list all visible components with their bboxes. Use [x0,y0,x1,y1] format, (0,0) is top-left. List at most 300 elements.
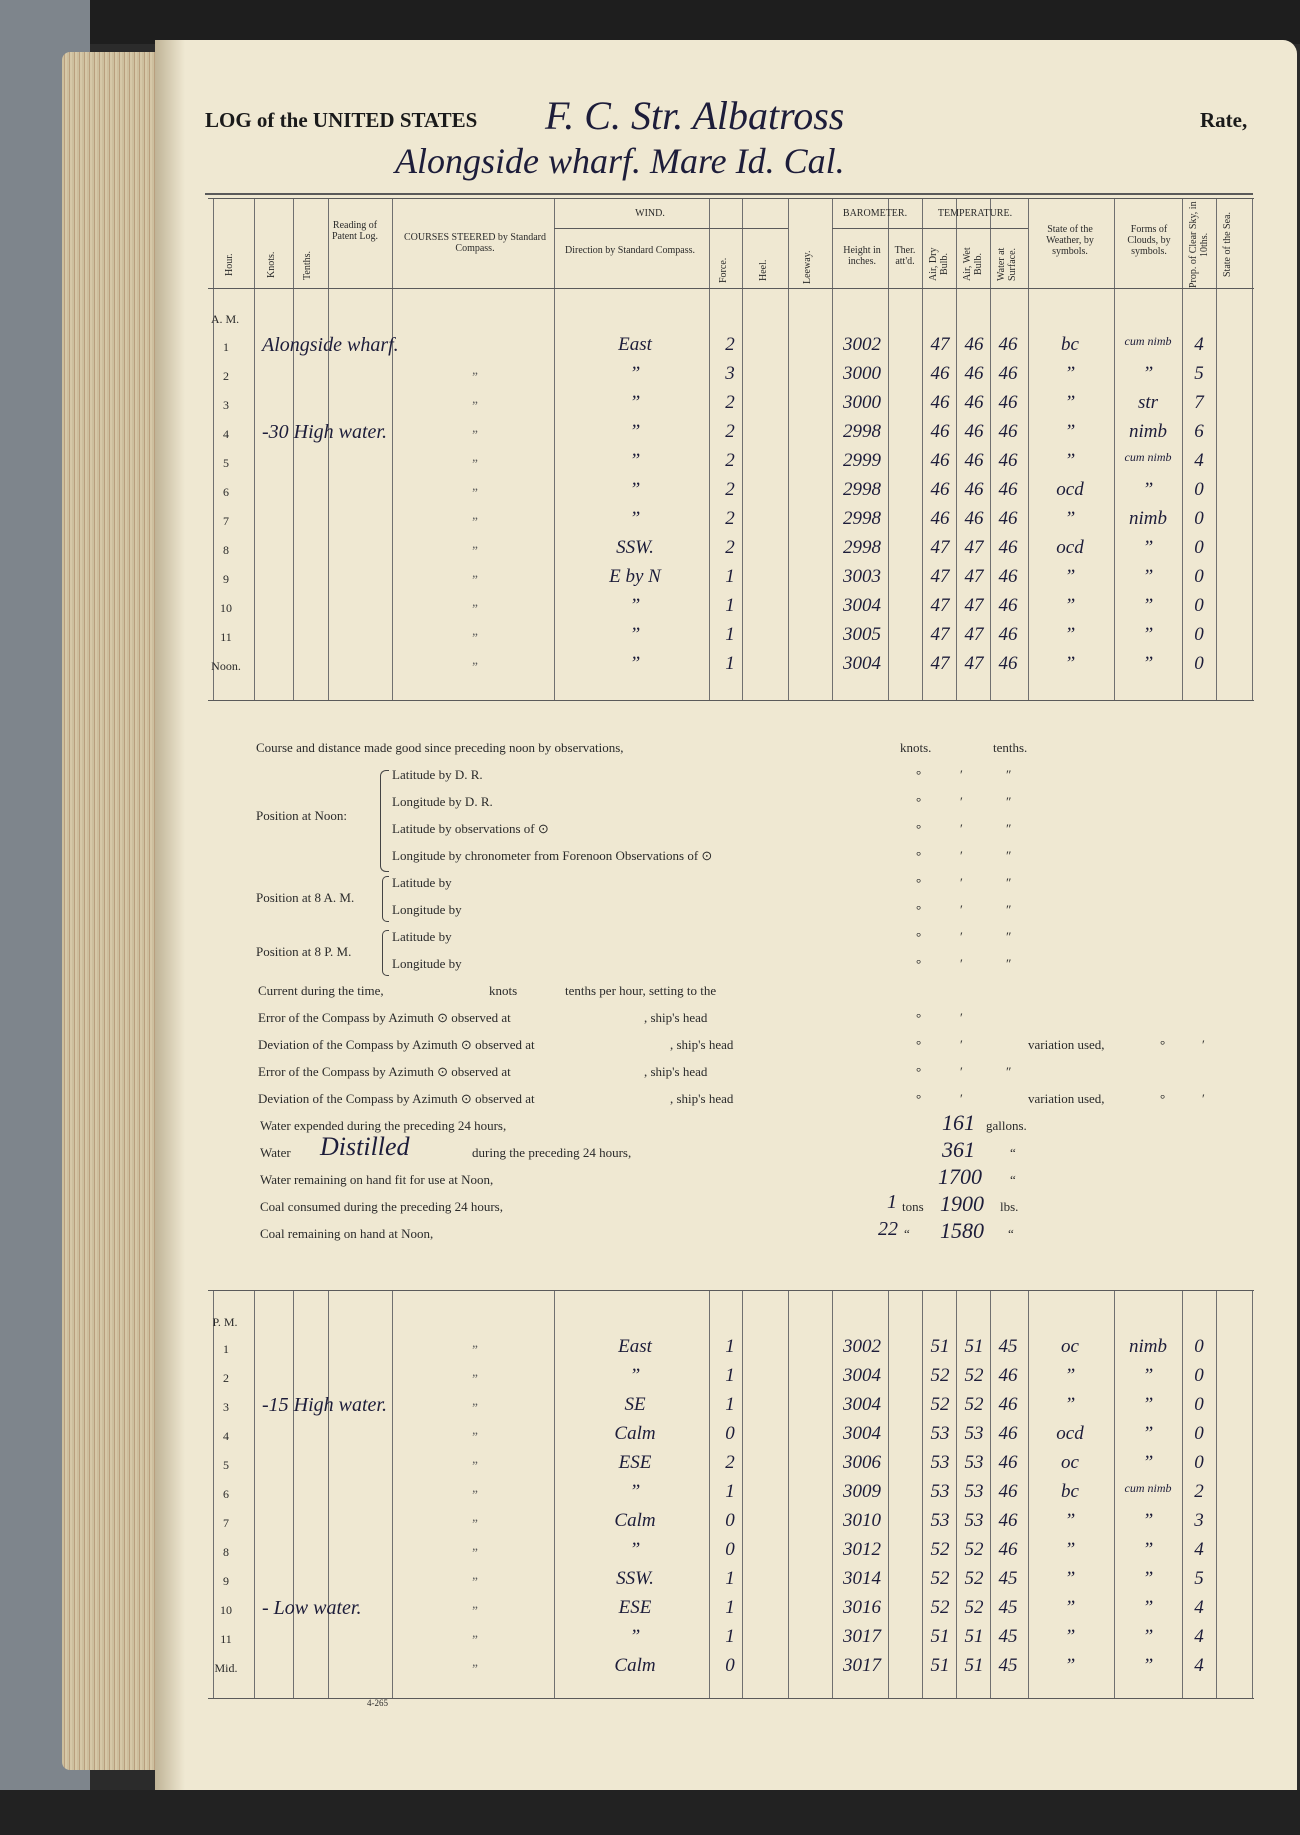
dms-min-mark: ′ [960,956,963,971]
pm-weather-cell: oc [1061,1452,1079,1473]
pm-clear-cell: 5 [1194,1568,1204,1589]
am-hour-label: 9 [223,572,229,586]
am-weather-cell: ocd [1056,479,1084,500]
pm-dir-cell: ESE [618,1597,652,1618]
pm-clear-cell: 2 [1194,1481,1204,1502]
am-surf-cell: 46 [998,334,1018,355]
pm-weather-cell: bc [1061,1481,1079,1502]
pm-clear-cell: 3 [1194,1510,1204,1531]
am-force-cell: 1 [725,595,735,616]
pm-clear-cell: 4 [1194,1626,1204,1647]
grid-column-line [1028,1290,1029,1698]
dms-sec-mark: ″ [1006,821,1012,836]
am-dry-cell: 47 [930,595,950,616]
col-barometer-header: BAROMETER. [842,208,908,219]
pm-clouds-cell: ” [1142,1626,1154,1647]
am-baro-cell: 3004 [843,653,881,674]
current-knots-label: knots [489,983,518,998]
am-clouds-cell: ” [1142,566,1154,587]
am-clouds-cell: nimb [1129,508,1167,529]
am-wet-cell: 47 [964,624,984,645]
water-remaining-value: 1700 [938,1164,982,1189]
pm-surf-cell: 46 [998,1539,1018,1560]
pm-dry-cell: 53 [930,1423,950,1444]
dms-min-mark: ′ [960,821,963,836]
dms-min-mark: ′ [960,1091,963,1106]
pm-hour-label: 4 [223,1429,229,1443]
am-dry-cell: 46 [930,450,950,471]
position-noon-label: Position at Noon: [256,808,348,823]
am-dir-cell: SSW. [616,537,654,558]
am-clouds-cell: nimb [1129,421,1167,442]
pm-hour-label: 5 [223,1458,229,1472]
am-surf-cell: 46 [998,421,1018,442]
am-wet-cell: 46 [964,363,984,384]
pm-force-cell: 1 [725,1568,735,1589]
am-weather-cell: bc [1061,334,1079,355]
am-wet-cell: 47 [964,537,984,558]
coal-remaining-lbs-value: 1580 [940,1218,984,1243]
am-dir-cell: ” [629,421,641,442]
col-force-header: Force. [718,257,729,283]
water-distilled-label: Water [260,1145,291,1160]
am-baro-cell: 3000 [843,363,881,384]
pm-baro-cell: 3014 [843,1568,881,1589]
am-dir-cell: ” [629,479,641,500]
grid-column-line [1252,1290,1253,1698]
pm-hour-label: 6 [223,1487,229,1501]
form-number: 4-265 [367,1698,388,1708]
am-course-cell: ” [472,427,478,442]
pm-clouds-cell: cum nimb [1124,1481,1172,1495]
col-ther-header: Ther. att'd. [894,245,916,267]
pm-dir-cell: ” [629,1481,641,1502]
pm-force-cell: 0 [725,1423,735,1444]
pm-wet-cell: 52 [964,1597,984,1618]
grid-column-line [392,1290,393,1698]
knots-label: knots. [900,740,932,755]
dms-min-mark: ′ [960,794,963,809]
pm-force-cell: 0 [725,1510,735,1531]
pm-clouds-cell: ” [1142,1423,1154,1444]
pm-weather-cell: ” [1064,1365,1076,1386]
water-distilled-rest: during the preceding 24 hours, [472,1145,632,1160]
pm-hour-label: 7 [223,1516,229,1530]
grid-column-line [293,198,294,700]
current-line: Current during the time, [258,983,384,998]
am-dry-cell: 47 [930,537,950,558]
grid-column-line [1216,1290,1217,1698]
pm-baro-cell: 3017 [843,1655,881,1676]
pm-baro-cell: 3009 [843,1481,881,1502]
dms-deg-mark: ° [916,821,922,836]
pm-course-cell: ” [472,1574,478,1589]
pm-force-cell: 1 [725,1597,735,1618]
pm-dry-cell: 52 [930,1539,950,1560]
col-clear-sky-header: Prop. of Clear Sky, in 10ths. [1188,201,1210,289]
water-expended-value: 161 [942,1110,975,1135]
am-baro-cell: 3002 [843,334,881,355]
pm-wet-cell: 51 [964,1655,984,1676]
am-course-cell: ” [472,659,478,674]
col-weather-header: State of the Weather, by symbols. [1046,224,1094,257]
pm-surf-cell: 45 [998,1597,1018,1618]
grid-column-line [213,198,214,700]
am-clear-cell: 6 [1194,421,1204,442]
am-clear-cell: 0 [1194,508,1204,529]
col-clouds-header: Forms of Clouds, by symbols. [1127,224,1171,257]
am-baro-cell: 3004 [843,595,881,616]
dms-deg-mark: ° [916,929,922,944]
vessel-name: F. C. Str. Albatross [545,93,845,138]
rate-label: Rate, [1200,108,1248,132]
am-force-cell: 1 [725,624,735,645]
grid-column-line [788,1290,789,1698]
pm-force-cell: 1 [725,1481,735,1502]
location-line: Alongside wharf. Mare Id. Cal. [395,141,845,181]
am-dir-cell: ” [629,595,641,616]
am-dry-cell: 47 [930,624,950,645]
pm-force-cell: 1 [725,1336,735,1357]
pm-clouds-cell: ” [1142,1568,1154,1589]
pm-baro-cell: 3016 [843,1597,881,1618]
dms-sec-mark: ″ [1006,956,1012,971]
coal-remaining-label: Coal remaining on hand at Noon, [260,1226,434,1241]
grid-column-line [1114,1290,1115,1698]
pm-baro-cell: 3010 [843,1510,881,1531]
pm-hour-label: 2 [223,1371,229,1385]
am-clear-cell: 0 [1194,624,1204,645]
pm-wet-cell: 52 [964,1365,984,1386]
pm-surf-cell: 45 [998,1626,1018,1647]
am-hour-label: 5 [223,456,229,470]
pm-clouds-cell: nimb [1129,1336,1167,1357]
pm-baro-cell: 3002 [843,1336,881,1357]
am-surf-cell: 46 [998,392,1018,413]
pm-dir-cell: ” [629,1626,641,1647]
am-hour-label: 7 [223,514,229,528]
am-course-cell: ” [472,369,478,384]
pm-baro-cell: 3004 [843,1423,881,1444]
dms-deg-mark: ° [916,956,922,971]
pm-dry-cell: 51 [930,1626,950,1647]
pm-surf-cell: 45 [998,1336,1018,1357]
col-air-dry-header: Air, Dry Bulb. [928,247,950,281]
pm-clouds-cell: ” [1142,1539,1154,1560]
am-surf-cell: 46 [998,508,1018,529]
am-wet-cell: 46 [964,421,984,442]
noon-brace [380,770,389,872]
pm-dir-cell: SE [624,1394,646,1415]
am-hour-label: 10 [220,601,232,615]
am-course-cell: ” [472,485,478,500]
deviation-compass-1: Deviation of the Compass by Azimuth ⊙ observed at [258,1037,535,1052]
error-compass-1: Error of the Compass by Azimuth ⊙ observed at [258,1010,511,1025]
am-baro-cell: 3005 [843,624,881,645]
pm-weather-cell: ” [1064,1568,1076,1589]
dms-sec-mark: ″ [1006,1064,1012,1079]
header-divider [832,228,1028,229]
variation-min-mark: ′ [1202,1091,1205,1106]
am-baro-cell: 2998 [843,508,881,529]
8am-brace [382,876,389,922]
col-temperature-header: TEMPERATURE. [937,208,1013,219]
book-page-edges [62,52,170,1770]
col-leeway-header: Leeway. [802,250,813,284]
am-wet-cell: 47 [964,653,984,674]
am-weather-cell: ” [1064,363,1076,384]
am-dry-cell: 46 [930,508,950,529]
am-wet-cell: 46 [964,479,984,500]
am-force-cell: 2 [725,537,735,558]
dms-sec-mark: ″ [1006,767,1012,782]
pm-wet-cell: 52 [964,1568,984,1589]
am-dry-cell: 47 [930,334,950,355]
water-distilled-value: 361 [942,1137,975,1162]
am-weather-cell: ” [1064,595,1076,616]
pm-dry-cell: 51 [930,1655,950,1676]
dms-deg-mark: ° [916,1064,922,1079]
am-clear-cell: 0 [1194,537,1204,558]
pm-hour-label: 8 [223,1545,229,1559]
col-courses-header: COURSES STEERED by Standard Compass. [404,232,546,254]
coal-consumed-tons-value: 1 [887,1191,897,1213]
am-baro-cell: 3000 [843,392,881,413]
dms-deg-mark: ° [916,1010,922,1025]
am-force-cell: 2 [725,479,735,500]
dms-deg-mark: ° [916,848,922,863]
pm-surf-cell: 46 [998,1510,1018,1531]
am-weather-cell: ” [1064,421,1076,442]
dms-min-mark: ′ [960,767,963,782]
pm-clear-cell: 4 [1194,1655,1204,1676]
pm-clear-cell: 0 [1194,1452,1204,1473]
dms-sec-mark: ″ [1006,794,1012,809]
pm-course-cell: ” [472,1458,478,1473]
pm-clear-cell: 0 [1194,1423,1204,1444]
am-baro-cell: 3003 [843,566,881,587]
pm-dir-cell: Calm [614,1655,656,1676]
pm-wet-cell: 52 [964,1394,984,1415]
dms-min-mark: ′ [960,848,963,863]
am-hour-label: 2 [223,369,229,383]
pm-force-cell: 1 [725,1365,735,1386]
pm-dry-cell: 53 [930,1481,950,1502]
page-gutter-shadow [155,40,185,1792]
am-clear-cell: 5 [1194,363,1204,384]
am-clouds-cell: cum nimb [1124,450,1172,464]
pm-surf-cell: 46 [998,1423,1018,1444]
dms-min-mark: ′ [960,902,963,917]
pm-label: P. M. [212,1315,238,1329]
pm-wet-cell: 51 [964,1626,984,1647]
pm-weather-cell: ” [1064,1539,1076,1560]
variation-deg-mark: ° [1160,1037,1166,1052]
coal-remaining-tons-value: 22 [878,1218,898,1240]
grid-column-line [1114,198,1115,700]
am-course-cell: ” [472,601,478,616]
am-clear-cell: 4 [1194,334,1204,355]
dms-deg-mark: ° [916,1091,922,1106]
am-hour-label: 4 [223,427,229,441]
am-weather-cell: ” [1064,624,1076,645]
am-force-cell: 1 [725,566,735,587]
pm-course-cell: ” [472,1516,478,1531]
pm-weather-cell: ” [1064,1655,1076,1676]
am-wet-cell: 46 [964,334,984,355]
am-hour-label: 3 [223,398,229,412]
pm-force-cell: 0 [725,1655,735,1676]
am-force-cell: 2 [725,450,735,471]
am-force-cell: 1 [725,653,735,674]
pm-clouds-cell: ” [1142,1510,1154,1531]
pm-hour-label: Mid. [214,1661,238,1675]
pm-wet-cell: 53 [964,1423,984,1444]
pm-clouds-cell: ” [1142,1394,1154,1415]
pm-hour-label: 1 [223,1342,229,1356]
pm-wet-cell: 53 [964,1481,984,1502]
dms-deg-mark: ° [916,767,922,782]
am-wet-cell: 46 [964,392,984,413]
dms-sec-mark: ″ [1006,902,1012,917]
am-weather-cell: ” [1064,653,1076,674]
pm-force-cell: 2 [725,1452,735,1473]
am-surf-cell: 46 [998,479,1018,500]
grid-bottom-line [208,1698,1254,1699]
pm-baro-cell: 3006 [843,1452,881,1473]
col-wind-header: WIND. [635,208,665,219]
pm-clear-cell: 0 [1194,1394,1204,1415]
grid-column-line [328,198,329,700]
pm-clear-cell: 4 [1194,1597,1204,1618]
scan-top-border [0,0,1300,44]
course-distance-line: Course and distance made good since preceding noon by observations, [256,740,624,755]
am-wet-cell: 46 [964,450,984,471]
header-rule [205,193,1253,195]
dms-min-mark: ′ [960,1037,963,1052]
am-clear-cell: 4 [1194,450,1204,471]
pm-weather-cell: ” [1064,1394,1076,1415]
pm-weather-cell: ” [1064,1626,1076,1647]
pm-force-cell: 1 [725,1394,735,1415]
dms-deg-mark: ° [916,875,922,890]
am-course-cell: ” [472,398,478,413]
grid-top-line [208,1290,1254,1291]
am-dry-cell: 47 [930,566,950,587]
lat-8pm: Latitude by [392,929,452,944]
ships-head-1: , ship's head [644,1010,708,1025]
pm-surf-cell: 46 [998,1394,1018,1415]
pm-hour-label: 3 [223,1400,229,1414]
ditto-1: “ [1010,1145,1016,1160]
water-remaining-label: Water remaining on hand fit for use at Noon, [260,1172,494,1187]
pm-dry-cell: 53 [930,1510,950,1531]
pm-course-cell: ” [472,1632,478,1647]
pm-course-cell: ” [472,1603,478,1618]
pm-force-cell: 0 [725,1539,735,1560]
pm-dir-cell: ESE [618,1452,652,1473]
grid-column-line [1252,198,1253,700]
pm-hour-label: 11 [220,1632,232,1646]
pm-force-cell: 1 [725,1626,735,1647]
am-course-cell: ” [472,630,478,645]
col-water-surface-header: Water at Surface. [996,247,1018,281]
lon-dr: Longitude by D. R. [392,794,493,809]
pm-weather-cell: ” [1064,1597,1076,1618]
am-clouds-cell: ” [1142,653,1154,674]
pm-baro-cell: 3017 [843,1626,881,1647]
pm-clear-cell: 0 [1194,1336,1204,1357]
am-hour-label: 6 [223,485,229,499]
pm-surf-cell: 46 [998,1481,1018,1502]
am-course-cell: ” [472,514,478,529]
pm-course-cell: ” [472,1661,478,1676]
am-dir-cell: ” [629,624,641,645]
am-baro-cell: 2998 [843,537,881,558]
pm-dry-cell: 51 [930,1336,950,1357]
pm-clouds-cell: ” [1142,1452,1154,1473]
tons-label: tons [902,1199,924,1214]
am-dry-cell: 46 [930,479,950,500]
lat-obs: Latitude by observations of ⊙ [392,821,549,836]
ditto-4: “ [1008,1226,1014,1241]
am-dir-cell: ” [629,653,641,674]
am-surf-cell: 46 [998,537,1018,558]
dms-sec-mark: ″ [1006,875,1012,890]
pm-course-cell: ” [472,1342,478,1357]
pm-baro-cell: 3012 [843,1539,881,1560]
grid-column-line [1028,198,1029,700]
position-8pm-label: Position at 8 P. M. [256,944,352,959]
pm-surf-cell: 45 [998,1655,1018,1676]
variation-used-1: variation used, [1028,1037,1105,1052]
am-clear-cell: 0 [1194,566,1204,587]
gallons-label: gallons. [986,1118,1027,1133]
am-force-cell: 2 [725,508,735,529]
lat-8am: Latitude by [392,875,452,890]
col-height-header: Height in inches. [843,245,881,267]
am-weather-cell: ” [1064,566,1076,587]
tenths-label: tenths. [993,740,1028,755]
coal-consumed-label: Coal consumed during the preceding 24 hours, [260,1199,503,1214]
am-wet-cell: 47 [964,566,984,587]
scan-bottom-border [0,1790,1300,1835]
am-clear-cell: 7 [1194,392,1204,413]
dms-deg-mark: ° [916,794,922,809]
pm-baro-cell: 3004 [843,1365,881,1386]
coal-consumed-lbs-value: 1900 [940,1191,984,1216]
am-dir-cell: East [618,334,652,355]
pm-wet-cell: 53 [964,1510,984,1531]
am-surf-cell: 46 [998,595,1018,616]
am-dir-cell: ” [629,363,641,384]
variation-deg-mark: ° [1160,1091,1166,1106]
col-sea-header: State of the Sea. [1222,212,1233,278]
dms-min-mark: ′ [960,875,963,890]
am-clear-cell: 0 [1194,653,1204,674]
am-clouds-cell: ” [1142,624,1154,645]
pm-dir-cell: East [618,1336,652,1357]
am-surf-cell: 46 [998,653,1018,674]
pm-weather-cell: ” [1064,1510,1076,1531]
pm-dry-cell: 52 [930,1365,950,1386]
am-note-cell: Alongside wharf. [262,334,399,356]
am-dir-cell: ” [629,450,641,471]
grid-column-line [1216,198,1217,700]
pm-dry-cell: 52 [930,1568,950,1589]
am-hour-label: 11 [220,630,232,644]
pm-wet-cell: 53 [964,1452,984,1473]
